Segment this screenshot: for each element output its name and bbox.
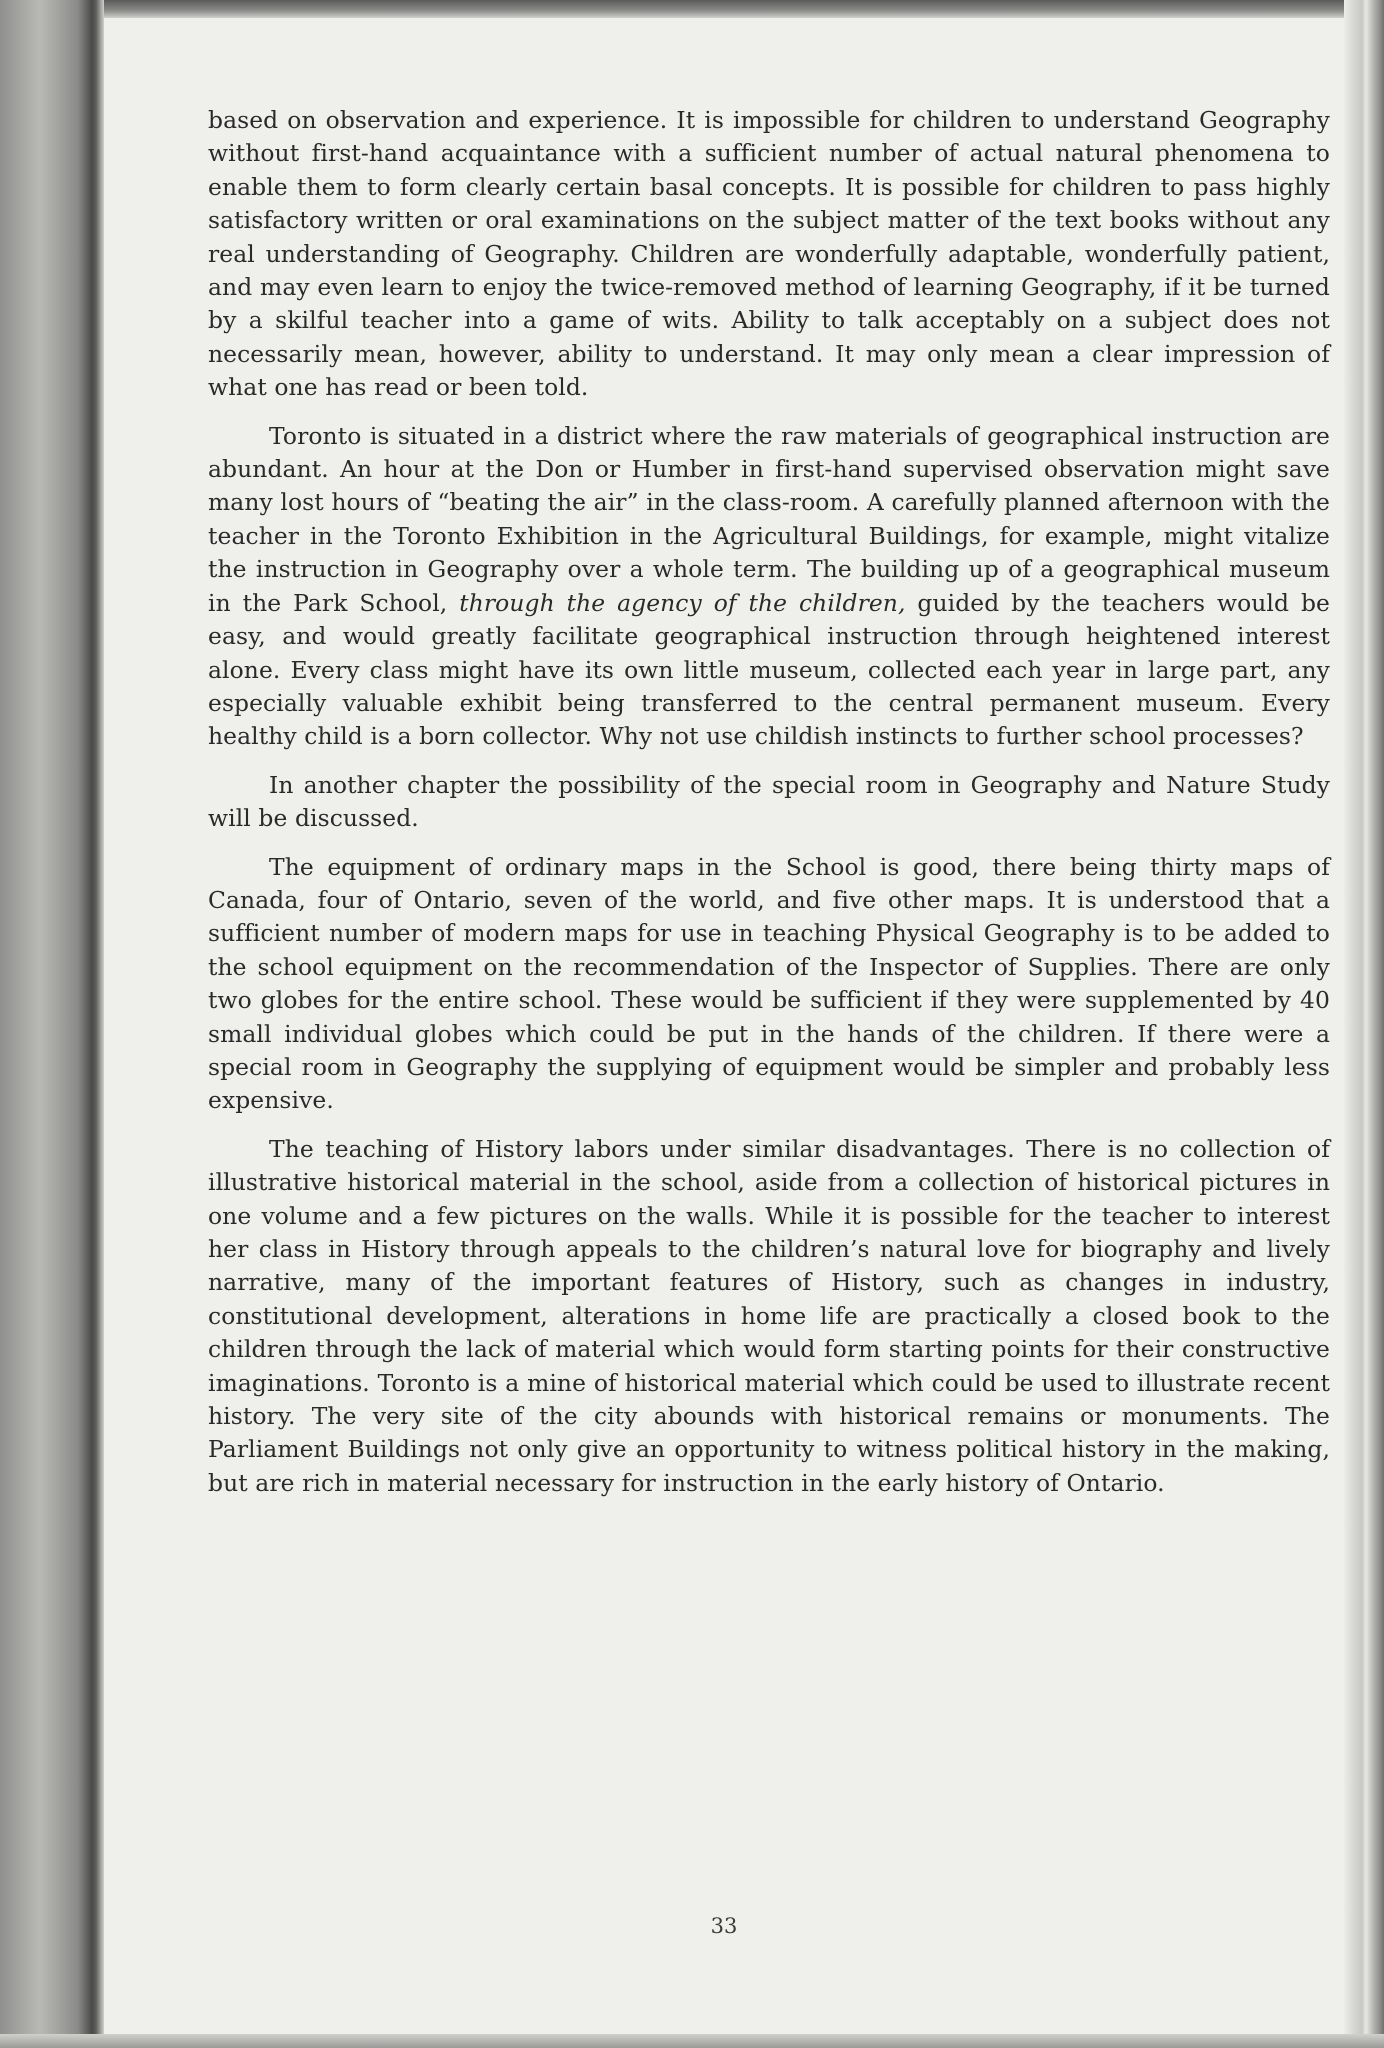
paragraph-2-text-before: Toronto is situated in a district where the raw materials of geographical instruction are abundant. An hour at the Don or Humber in first-hand supervised observation might save many lost hours of “beating the air” in the class-room. A carefully planned afternoon with the teacher in the Toronto Exhibition in the Agricultural Buildings, for example, might vitalize the instruction in Geography over a whole term. The building up of a geographical museum in the Park School, (208, 421, 1330, 617)
page-sheet (104, 18, 1344, 2034)
paragraph-3: In another chapter the possibility of the special room in Geography and Nature Study will be discussed. (208, 770, 1330, 833)
paragraph-1: based on observation and experience. It is impossible for children to understand Geography without first-hand acquaintance with a sufficient number of actual natural phenomena to enable them to form clearly certain basal concepts. It is possible for children to pass highly satisfactory written or oral examinations on the subject matter of the text books without any real understanding of Geography. Children are wonderfully adaptable, wonderfully patient, and may even learn to enjoy the twice-removed method of learning Geography, if it be turned by a skilful teacher into a game of wits. Ability to talk acceptably on a subject does not necessarily mean, however, ability to understand. It may only mean a clear impression of what one has read or been told. (208, 106, 1330, 402)
body-text (208, 104, 1330, 1515)
paragraph-2-text-after: guided by the teachers would be easy, and would greatly facilitate geographical instruction through heightened interest alone. Every class might have its own little museum, collected each year in large part, any especially valuable exhibit being transferred to the central permanent museum. Every healthy child is a born collector. Why not use childish instincts to further school processes? (208, 588, 1330, 751)
right-page-edges (1344, 0, 1384, 2048)
paragraph-4: The equipment of ordinary maps in the School is good, there being thirty maps of Canada, four of Ontario, seven of the world, and five other maps. It is understood that a sufficient number of modern maps for use in teaching Physical Geography is to be added to the school equipment on the recommendation of the Inspector of Supplies. There are only two globes for the entire school. These would be sufficient if they were supplemented by 40 small individual globes which could be put in the hands of the children. If there were a special room in Geography the supplying of equipment would be simpler and probably less expensive. (208, 852, 1330, 1115)
paragraph-5: The teaching of History labors under similar disadvantages. There is no collection of illustrative historical material in the school, aside from a collection of historical pictures in one volume and a few pictures on the walls. While it is possible for the teacher to interest her class in History through appeals to the children’s natural love for biography and lively narrative, many of the important features of History, such as changes in industry, constitutional development, alterations in home life are practically a closed book to the children through the lack of material which would form starting points for their constructive imaginations. Toronto is a mine of historical material which could be used to illustrate recent history. The very site of the city abounds with historical remains or monuments. The Parliament Buildings not only give an opportunity to witness political history in the making, but are rich in material necessary for instruction in the early history of Ontario. (208, 1134, 1330, 1497)
book-binding-shadow (0, 0, 104, 2048)
bottom-page-edge (0, 2034, 1384, 2048)
page-number: 33 (710, 1914, 738, 1938)
paragraph-2-emphasis: through the agency of the children, (459, 588, 906, 617)
top-page-edge (0, 0, 1384, 18)
paragraph-2 (208, 420, 1330, 754)
